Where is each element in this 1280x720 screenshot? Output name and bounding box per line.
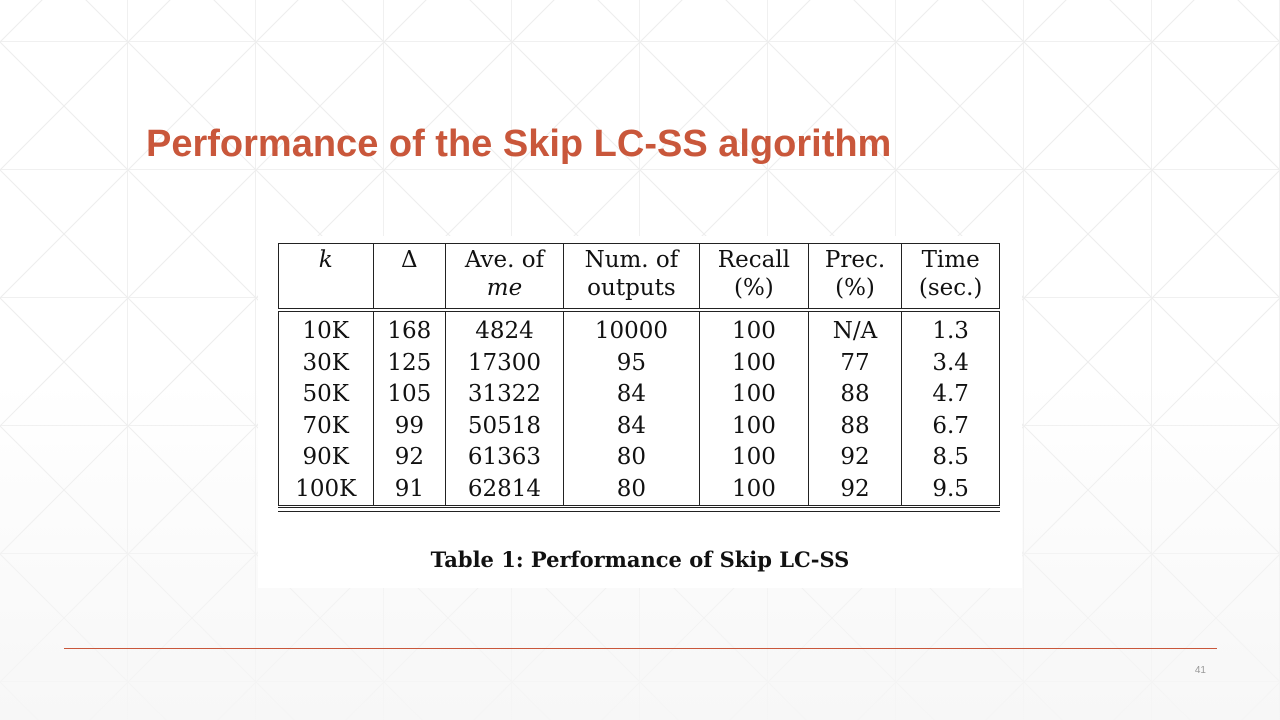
slide-title: Performance of the Skip LC-SS algorithm	[146, 123, 892, 165]
table-figure	[258, 236, 1022, 588]
cell-k: 10K	[279, 310, 374, 348]
header-time-line1: Time	[921, 247, 980, 273]
cell-num-outputs: 80	[563, 442, 699, 474]
header-num-outputs	[563, 244, 699, 311]
header-delta	[373, 244, 446, 311]
table-caption: Table 1: Performance of Skip LC-SS	[430, 547, 850, 572]
cell-ave-me: 4824	[446, 310, 564, 348]
cell-k: 90K	[279, 442, 374, 474]
cell-delta: 125	[373, 348, 446, 380]
header-precision-line1: Prec.	[824, 247, 886, 273]
header-ave-me-line2: me	[486, 275, 523, 301]
header-k	[279, 244, 374, 311]
table-row	[279, 310, 1000, 348]
header-precision-line2: (%)	[835, 275, 875, 301]
cell-precision: 88	[808, 379, 902, 411]
cell-recall: 100	[700, 474, 809, 506]
cell-num-outputs: 84	[563, 411, 699, 443]
table-row	[279, 411, 1000, 443]
cell-num-outputs: 10000	[563, 310, 699, 348]
header-precision	[808, 244, 902, 311]
table-row	[279, 474, 1000, 506]
cell-k: 100K	[279, 474, 374, 506]
cell-precision: 88	[808, 411, 902, 443]
cell-ave-me: 31322	[446, 379, 564, 411]
table-bottom-rule-lower	[278, 511, 1000, 512]
cell-ave-me: 17300	[446, 348, 564, 380]
cell-time: 1.3	[902, 310, 1000, 348]
table-bottom-rule-upper	[278, 507, 1000, 508]
table-row	[279, 348, 1000, 380]
cell-ave-me: 61363	[446, 442, 564, 474]
cell-recall: 100	[700, 310, 809, 348]
cell-precision: 77	[808, 348, 902, 380]
cell-ave-me: 62814	[446, 474, 564, 506]
cell-recall: 100	[700, 348, 809, 380]
cell-k: 70K	[279, 411, 374, 443]
cell-time: 6.7	[902, 411, 1000, 443]
cell-ave-me: 50518	[446, 411, 564, 443]
cell-k: 50K	[279, 379, 374, 411]
cell-precision: 92	[808, 442, 902, 474]
cell-delta: 91	[373, 474, 446, 506]
cell-recall: 100	[700, 379, 809, 411]
header-recall-line1: Recall	[717, 247, 790, 273]
cell-delta: 105	[373, 379, 446, 411]
cell-time: 4.7	[902, 379, 1000, 411]
cell-delta: 99	[373, 411, 446, 443]
cell-recall: 100	[700, 442, 809, 474]
table-row	[279, 442, 1000, 474]
footer-divider	[64, 648, 1217, 649]
cell-num-outputs: 95	[563, 348, 699, 380]
cell-k: 30K	[279, 348, 374, 380]
cell-precision: N/A	[808, 310, 902, 348]
cell-time: 8.5	[902, 442, 1000, 474]
slide-number: 41	[1194, 665, 1206, 676]
table-header-row	[279, 244, 1000, 311]
cell-delta: 168	[373, 310, 446, 348]
header-delta-label: Δ	[401, 247, 418, 273]
cell-recall: 100	[700, 411, 809, 443]
cell-num-outputs: 84	[563, 379, 699, 411]
header-recall	[700, 244, 809, 311]
header-time	[902, 244, 1000, 311]
header-num-outputs-line2: outputs	[587, 275, 676, 301]
header-ave-me	[446, 244, 564, 311]
cell-num-outputs: 80	[563, 474, 699, 506]
header-recall-line2: (%)	[733, 275, 774, 301]
performance-table	[278, 243, 1000, 506]
cell-time: 9.5	[902, 474, 1000, 506]
header-ave-me-line1: Ave. of	[464, 247, 545, 273]
header-time-line2: (sec.)	[918, 275, 983, 301]
cell-delta: 92	[373, 442, 446, 474]
header-num-outputs-line1: Num. of	[584, 247, 679, 273]
cell-time: 3.4	[902, 348, 1000, 380]
cell-precision: 92	[808, 474, 902, 506]
table-row	[279, 379, 1000, 411]
header-k-label: k	[318, 247, 333, 273]
